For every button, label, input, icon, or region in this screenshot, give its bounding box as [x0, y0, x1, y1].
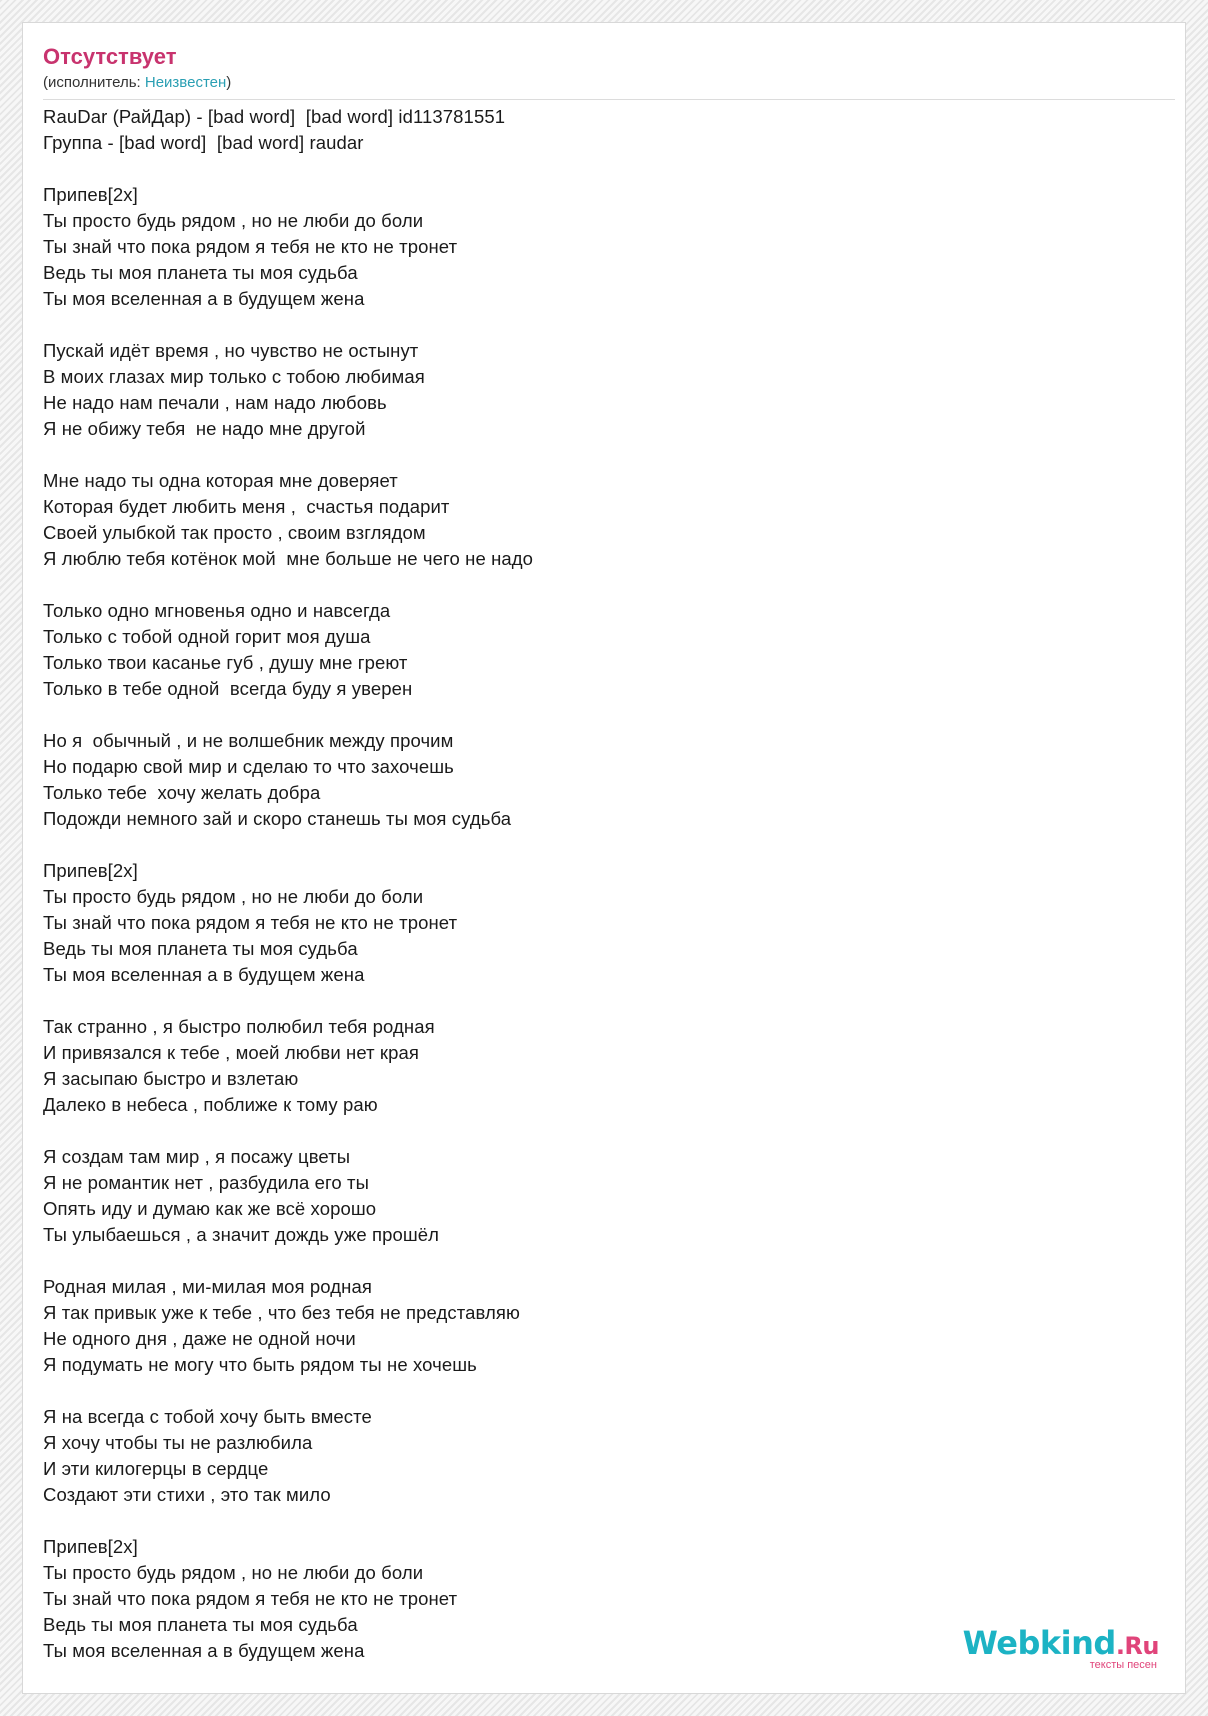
lyrics-line: Не надо нам печали , нам надо любовь [43, 392, 387, 413]
header-divider [43, 99, 1175, 100]
lyrics-line: Но подарю свой мир и сделаю то что захочешь [43, 756, 454, 777]
lyrics-line: Я на всегда с тобой хочу быть вместе [43, 1406, 372, 1427]
lyrics-stanza [43, 338, 1167, 442]
lyrics-line: Подожди немного зай и скоро станешь ты моя судьба [43, 808, 512, 829]
lyrics-line: Создают эти стихи , это так мило [43, 1484, 331, 1505]
lyrics-stanza [43, 182, 1167, 312]
lyrics-line: RauDar (РайДар) - [bad word] [bad word] id113781551 [43, 106, 506, 127]
lyrics-line: Только с тобой одной горит моя душа [43, 626, 371, 647]
lyrics-line: Только твои касанье губ , душу мне греют [43, 652, 408, 673]
lyrics-line: Только одно мгновенья одно и навсегда [43, 600, 391, 621]
lyrics-line: Припев[2x] [43, 860, 138, 881]
lyrics-line: Группа - [bad word] [bad word] raudar [43, 132, 364, 153]
lyrics-line: Ведь ты моя планета ты моя судьба [43, 1614, 358, 1635]
lyrics-stanza [43, 728, 1167, 832]
artist-line [43, 73, 1167, 93]
lyrics-stanza [43, 598, 1167, 702]
site-logo [963, 1626, 1159, 1671]
lyrics-line: Пускай идёт время , но чувство не остынут [43, 340, 419, 361]
lyrics-line: И привязался к тебе , моей любви нет края [43, 1042, 419, 1063]
lyrics-stanza [43, 468, 1167, 572]
lyrics-line: Ты просто будь рядом , но не люби до боли [43, 1562, 424, 1583]
lyrics-line: Я так привык уже к тебе , что без тебя не представляю [43, 1302, 520, 1323]
lyrics-line: Которая будет любить меня , счастья подарит [43, 496, 450, 517]
lyrics-line: Ты знай что пока рядом я тебя не кто не тронет [43, 236, 458, 257]
artist-prefix: (исполнитель: [43, 74, 145, 91]
lyrics-line: Я засыпаю быстро и взлетаю [43, 1068, 299, 1089]
artist-suffix: ) [226, 74, 232, 91]
logo-wordmark [963, 1626, 1159, 1663]
lyrics-line: Опять иду и думаю как же всё хорошо [43, 1198, 377, 1219]
lyrics-stanza [43, 858, 1167, 988]
lyrics-line: Только тебе хочу желать добра [43, 782, 321, 803]
lyrics-line: Припев[2x] [43, 184, 138, 205]
lyrics-line: Своей улыбкой так просто , своим взглядом [43, 522, 426, 543]
lyrics-line: Но я обычный , и не волшебник между прочим [43, 730, 454, 751]
lyrics-line: И эти килогерцы в сердце [43, 1458, 269, 1479]
lyrics-sheet [22, 22, 1186, 1694]
lyrics-line: Я люблю тебя котёнок мой мне больше не чего не надо [43, 548, 534, 569]
lyrics-line: Я создам там мир , я посажу цветы [43, 1146, 351, 1167]
lyrics-line: В моих глазах мир только с тобою любимая [43, 366, 425, 387]
lyrics-line: Ты улыбаешься , а значит дождь уже прошёл [43, 1224, 440, 1245]
artist-link[interactable]: Неизвестен [144, 74, 227, 91]
lyrics-line: Так странно , я быстро полюбил тебя родная [43, 1016, 435, 1037]
lyrics-line: Только в тебе одной всегда буду я уверен [43, 678, 413, 699]
lyrics-line: Ты моя вселенная а в будущем жена [43, 288, 365, 309]
song-title: Отсутствует [43, 44, 177, 69]
lyrics-line: Ты знай что пока рядом я тебя не кто не тронет [43, 1588, 458, 1609]
lyrics-line: Ведь ты моя планета ты моя судьба [43, 262, 358, 283]
lyrics-line: Припев[2x] [43, 1536, 138, 1557]
lyrics-stanza [43, 1404, 1167, 1508]
logo-tld: .Ru [1115, 1632, 1159, 1660]
lyrics-line: Родная милая , ми-милая моя родная [43, 1276, 373, 1297]
lyrics-line: Ведь ты моя планета ты моя судьба [43, 938, 358, 959]
lyrics-line: Я подумать не могу что быть рядом ты не хочешь [43, 1354, 477, 1375]
lyrics-stanza [43, 1274, 1167, 1378]
lyrics-line: Я не обижу тебя не надо мне другой [43, 418, 366, 439]
lyrics-line: Я хочу чтобы ты не разлюбила [43, 1432, 313, 1453]
lyrics-stanza [43, 1014, 1167, 1118]
lyrics-line: Ты моя вселенная а в будущем жена [43, 1640, 365, 1661]
lyrics-line: Не одного дня , даже не одной ночи [43, 1328, 356, 1349]
lyrics-body [43, 104, 1167, 1690]
lyrics-line: Ты знай что пока рядом я тебя не кто не тронет [43, 912, 458, 933]
lyrics-line: Мне надо ты одна которая мне доверяет [43, 470, 398, 491]
lyrics-line: Ты просто будь рядом , но не люби до боли [43, 886, 424, 907]
lyrics-line: Ты просто будь рядом , но не люби до боли [43, 210, 424, 231]
lyrics-stanza [43, 1144, 1167, 1248]
lyrics-line: Я не романтик нет , разбудила его ты [43, 1172, 370, 1193]
lyrics-line: Ты моя вселенная а в будущем жена [43, 964, 365, 985]
lyrics-line: Далеко в небеса , поближе к тому раю [43, 1094, 378, 1115]
lyrics-stanza [43, 104, 1167, 156]
logo-tagline: тексты песен [1089, 1659, 1157, 1671]
song-header [43, 43, 1167, 100]
logo-name: Webkind [962, 1624, 1116, 1662]
